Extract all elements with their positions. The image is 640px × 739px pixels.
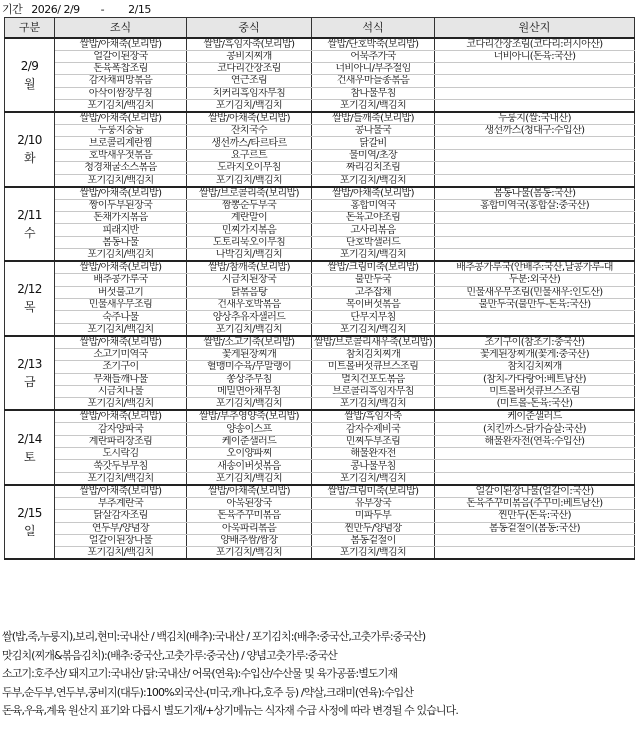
day-weekday: 월 bbox=[24, 76, 35, 91]
origin-cell: 참치김치찌개 bbox=[435, 361, 635, 373]
menu-row bbox=[5, 398, 635, 411]
breakfast-cell: 계란파리장조림 bbox=[55, 435, 187, 447]
origin-cell: 케이준샐러드 bbox=[435, 410, 635, 423]
day-date: 2/14 bbox=[17, 431, 42, 446]
dinner-cell: 포기김치/백김치 bbox=[312, 398, 435, 411]
menu-row bbox=[5, 174, 635, 187]
dinner-cell: 건새우마늘종볶음 bbox=[312, 75, 435, 87]
lunch-cell: 오이양파찌 bbox=[187, 448, 312, 460]
menu-body bbox=[5, 38, 635, 560]
lunch-cell: 연근조림 bbox=[187, 75, 312, 87]
breakfast-cell: 숙주나물 bbox=[55, 311, 187, 323]
origin-cell: 두분:외국산) bbox=[435, 274, 635, 286]
lunch-cell: 아욱된장국 bbox=[187, 497, 312, 509]
menu-row bbox=[5, 224, 635, 236]
breakfast-cell: 부추계란국 bbox=[55, 497, 187, 509]
breakfast-cell: 돈육폭찹조림 bbox=[55, 62, 187, 74]
lunch-cell: 양송이스프 bbox=[187, 423, 312, 435]
dinner-cell: 어묵추가국 bbox=[312, 50, 435, 62]
lunch-cell: 양배추쌈/쌈장 bbox=[187, 535, 312, 547]
dinner-cell: 쌀밥/아채죽(보리밥) bbox=[312, 187, 435, 200]
breakfast-cell: 포기김치/백김치 bbox=[55, 472, 187, 485]
header-dinner: 석식 bbox=[312, 18, 435, 38]
dinner-cell: 봄동겉절이 bbox=[312, 535, 435, 547]
lunch-cell: 쫑상추무침 bbox=[187, 373, 312, 385]
menu-row bbox=[5, 274, 635, 286]
menu-row bbox=[5, 336, 635, 349]
menu-row bbox=[5, 472, 635, 485]
dinner-cell: 쌀밥/크림미죽(보리밥) bbox=[312, 261, 435, 274]
lunch-cell: 도토리묵오이무침 bbox=[187, 236, 312, 248]
menu-row bbox=[5, 510, 635, 522]
origin-cell: (치킨까스-닭가슴살:국산) bbox=[435, 423, 635, 435]
origin-cell: 불만두국(불만두-돈육:국산) bbox=[435, 298, 635, 310]
menu-row bbox=[5, 448, 635, 460]
day-date: 2/12 bbox=[17, 282, 42, 297]
menu-row bbox=[5, 460, 635, 472]
breakfast-cell: 소고기미역국 bbox=[55, 348, 187, 360]
dinner-cell: 해물완자전 bbox=[312, 448, 435, 460]
origin-cell bbox=[435, 87, 635, 99]
lunch-cell: 쌀밥/아채죽(보리밥) bbox=[187, 485, 312, 498]
breakfast-cell: 감자양파국 bbox=[55, 423, 187, 435]
day-label bbox=[5, 261, 55, 336]
dinner-cell: 쌀밥/들깨죽(보리밥) bbox=[312, 112, 435, 125]
header-category: 구분 bbox=[5, 18, 55, 38]
dinner-cell: 미파두부 bbox=[312, 510, 435, 522]
day-weekday: 일 bbox=[24, 524, 35, 539]
lunch-cell: 민찌가지볶음 bbox=[187, 224, 312, 236]
day-weekday: 토 bbox=[24, 449, 35, 464]
dinner-cell: 목이버섯볶음 bbox=[312, 298, 435, 310]
lunch-cell: 메밀면아채무침 bbox=[187, 385, 312, 397]
menu-row bbox=[5, 149, 635, 161]
dinner-cell: 감자수제비국 bbox=[312, 423, 435, 435]
lunch-cell: 건새우호박볶음 bbox=[187, 298, 312, 310]
header-row bbox=[5, 18, 635, 38]
breakfast-cell: 아삭이쌈장무침 bbox=[55, 87, 187, 99]
lunch-cell: 쌀밥/아채죽(보리밥) bbox=[187, 112, 312, 125]
origin-cell bbox=[435, 137, 635, 149]
day-label bbox=[5, 112, 55, 187]
dinner-cell: 포기김치/백김치 bbox=[312, 547, 435, 560]
origin-cell: 배추콩가루국(안배추:국산,날콩가루-대 bbox=[435, 261, 635, 274]
dinner-cell: 단무지무침 bbox=[312, 311, 435, 323]
breakfast-cell: 쌀밥/아채죽(보리밥) bbox=[55, 485, 187, 498]
menu-row bbox=[5, 112, 635, 125]
dinner-cell: 미트볼버섯큐브스조림 bbox=[312, 361, 435, 373]
header-breakfast: 조식 bbox=[55, 18, 187, 38]
lunch-cell: 짬뽕순두부국 bbox=[187, 199, 312, 211]
dinner-cell: 민찌두부조림 bbox=[312, 435, 435, 447]
breakfast-cell: 짱이두부된장국 bbox=[55, 199, 187, 211]
menu-row bbox=[5, 423, 635, 435]
lunch-cell: 아욱파리볶음 bbox=[187, 522, 312, 534]
note-line: 두부,순두부,연두부,콩비지(대두):100%외국산-(미국,캐나다,호주 등) /약살,크래미(연육):수입산 bbox=[2, 685, 414, 699]
origin-cell: 얼갈이된장나물(얼갈이:국산) bbox=[435, 485, 635, 498]
breakfast-cell: 배추콩가루국 bbox=[55, 274, 187, 286]
lunch-cell: 생선까스/타르타르 bbox=[187, 137, 312, 149]
lunch-cell: 치커리흑임자무침 bbox=[187, 87, 312, 99]
origin-cell bbox=[435, 448, 635, 460]
breakfast-cell: 포기김치/백김치 bbox=[55, 323, 187, 336]
breakfast-cell: 쌀밥/아채죽(보리밥) bbox=[55, 410, 187, 423]
origin-cell: 돈육주꾸미볶음(주꾸미:베트남산) bbox=[435, 497, 635, 509]
day-label bbox=[5, 336, 55, 411]
menu-row bbox=[5, 125, 635, 137]
origin-cell: 누룽지(쌀:국내산) bbox=[435, 112, 635, 125]
breakfast-cell: 무채들깨나물 bbox=[55, 373, 187, 385]
day-weekday: 화 bbox=[24, 151, 35, 166]
menu-row bbox=[5, 522, 635, 534]
period-line bbox=[2, 1, 151, 15]
lunch-cell: 포기김치/백김치 bbox=[187, 323, 312, 336]
dinner-cell: 유부장국 bbox=[312, 497, 435, 509]
menu-row bbox=[5, 212, 635, 224]
lunch-cell: 혈맹미수육/무말랭이 bbox=[187, 361, 312, 373]
origin-cell bbox=[435, 472, 635, 485]
menu-row bbox=[5, 249, 635, 262]
day-label bbox=[5, 187, 55, 262]
menu-row bbox=[5, 199, 635, 211]
lunch-cell: 요구르트 bbox=[187, 149, 312, 161]
period-dash: - bbox=[100, 3, 105, 16]
origin-cell: 봄동겉절이(봄동:국산) bbox=[435, 522, 635, 534]
origin-cell: 코다리간장조림(코다리:러시아산) bbox=[435, 38, 635, 51]
origin-cell bbox=[435, 535, 635, 547]
breakfast-cell: 조기구이 bbox=[55, 361, 187, 373]
period-end: 2/15 bbox=[128, 3, 151, 16]
menu-row bbox=[5, 75, 635, 87]
note-line: 소고기:호주산/ 돼지고기:국내산/ 닭:국내산/ 어묵(연육):수입산/수산물 및 육가공품:별도기재 bbox=[2, 667, 398, 680]
dinner-cell: 물미역/초장 bbox=[312, 149, 435, 161]
lunch-cell: 콩비지찌개 bbox=[187, 50, 312, 62]
dinner-cell: 콩나물국 bbox=[312, 125, 435, 137]
menu-row bbox=[5, 348, 635, 360]
day-date: 2/11 bbox=[17, 207, 42, 222]
breakfast-cell: 얼갈이된장나물 bbox=[55, 535, 187, 547]
lunch-cell: 쌀밥/흑임자죽(보리밥) bbox=[187, 38, 312, 51]
dinner-cell: 콩나물무침 bbox=[312, 460, 435, 472]
breakfast-cell: 쑥갓두부무침 bbox=[55, 460, 187, 472]
lunch-cell: 시금치된장국 bbox=[187, 274, 312, 286]
origin-cell: 미트볼버섯큐브스조림 bbox=[435, 385, 635, 397]
day-weekday: 수 bbox=[24, 225, 35, 240]
menu-row bbox=[5, 298, 635, 310]
menu-row bbox=[5, 87, 635, 99]
breakfast-cell: 쌀밥/아채죽(보리밥) bbox=[55, 112, 187, 125]
origin-cell bbox=[435, 311, 635, 323]
breakfast-cell: 브로콜리계란찜 bbox=[55, 137, 187, 149]
origin-cell: 해물완자전(연육:수입산) bbox=[435, 435, 635, 447]
lunch-cell: 쌀밥/브로콜리죽(보리밥) bbox=[187, 187, 312, 200]
origin-cell: 민물새우무조림(민물새우:인도산) bbox=[435, 286, 635, 298]
origin-cell: 홍합미역국(홍합살:중국산) bbox=[435, 199, 635, 211]
breakfast-cell: 돈채가지볶음 bbox=[55, 212, 187, 224]
breakfast-cell: 도시락김 bbox=[55, 448, 187, 460]
breakfast-cell: 쌀밥/아채죽(보리밥) bbox=[55, 336, 187, 349]
note-line: 돈육,우육,계육 원산지 표기와 다릅시 별도기재/+상기메뉴는 식자재 수급 사정에 따라 변경될 수 있습니다. bbox=[2, 704, 458, 717]
lunch-cell: 코다리간장조림 bbox=[187, 62, 312, 74]
origin-cell bbox=[435, 100, 635, 113]
breakfast-cell: 누룽지숭늉 bbox=[55, 125, 187, 137]
day-weekday: 목 bbox=[24, 300, 35, 315]
menu-row bbox=[5, 100, 635, 113]
menu-row bbox=[5, 435, 635, 447]
lunch-cell: 닭볶음탕 bbox=[187, 286, 312, 298]
breakfast-cell: 얼갈이된장국 bbox=[55, 50, 187, 62]
origin-cell bbox=[435, 75, 635, 87]
breakfast-cell: 청경채굴소스볶음 bbox=[55, 162, 187, 174]
origin-notes bbox=[2, 628, 638, 721]
lunch-cell: 계란말이 bbox=[187, 212, 312, 224]
breakfast-cell: 봄동나물 bbox=[55, 236, 187, 248]
lunch-cell: 쌀밥/참깨죽(보리밥) bbox=[187, 261, 312, 274]
menu-row bbox=[5, 323, 635, 336]
breakfast-cell: 쌀밥/아채죽(보리밥) bbox=[55, 38, 187, 51]
menu-row bbox=[5, 497, 635, 509]
note-line: 맛김치(찌개&볶음김치):(배추:중국산,고춧가루:중국산) / 양념고춧가루:중국산 bbox=[2, 648, 337, 662]
weekly-menu-table bbox=[4, 17, 635, 560]
day-label bbox=[5, 38, 55, 113]
day-label bbox=[5, 410, 55, 485]
lunch-cell: 포기김치/백김치 bbox=[187, 472, 312, 485]
menu-row bbox=[5, 373, 635, 385]
lunch-cell: 나박김치/백김치 bbox=[187, 249, 312, 262]
origin-cell bbox=[435, 249, 635, 262]
lunch-cell: 새송이버섯볶음 bbox=[187, 460, 312, 472]
dinner-cell: 쌀밥/단호박죽(보리밥) bbox=[312, 38, 435, 51]
dinner-cell: 불만두국 bbox=[312, 274, 435, 286]
header-lunch: 중식 bbox=[187, 18, 312, 38]
menu-row bbox=[5, 162, 635, 174]
note-line: 쌀(밥,죽,누룽지),보리,현미:국내산 / 백김치(배추):국내산 / 포기김치:(배추:중국산,고춧가루:중국산) bbox=[2, 630, 426, 643]
lunch-cell: 포기김치/백김치 bbox=[187, 398, 312, 411]
origin-cell bbox=[435, 149, 635, 161]
menu-row bbox=[5, 187, 635, 200]
origin-cell bbox=[435, 224, 635, 236]
dinner-cell: 찐만두/양념장 bbox=[312, 522, 435, 534]
dinner-cell: 닭갈비 bbox=[312, 137, 435, 149]
lunch-cell: 양상추유자샐러드 bbox=[187, 311, 312, 323]
origin-cell: 너비아니(돈육:국산) bbox=[435, 50, 635, 62]
dinner-cell: 쌀밥/크림미죽(보리밥) bbox=[312, 485, 435, 498]
day-date: 2/10 bbox=[17, 133, 42, 148]
origin-cell bbox=[435, 323, 635, 336]
lunch-cell: 쌀밥/소고기죽(보리밥) bbox=[187, 336, 312, 349]
dinner-cell: 홍합미역국 bbox=[312, 199, 435, 211]
breakfast-cell: 연두부/양념장 bbox=[55, 522, 187, 534]
origin-cell bbox=[435, 236, 635, 248]
menu-row bbox=[5, 311, 635, 323]
dinner-cell: 쌀밥/흑임자죽 bbox=[312, 410, 435, 423]
menu-row bbox=[5, 535, 635, 547]
period-start: 2026/ 2/9 bbox=[31, 3, 80, 16]
breakfast-cell: 쌀밥/아채죽(보리밥) bbox=[55, 187, 187, 200]
dinner-cell: 단호박샐러드 bbox=[312, 236, 435, 248]
dinner-cell: 돈육고야조림 bbox=[312, 212, 435, 224]
lunch-cell: 포기김치/백김치 bbox=[187, 547, 312, 560]
dinner-cell: 포기김치/백김치 bbox=[312, 323, 435, 336]
menu-row bbox=[5, 361, 635, 373]
day-date: 2/15 bbox=[17, 506, 42, 521]
lunch-cell: 쌀밥/부추영양죽(보리밥) bbox=[187, 410, 312, 423]
dinner-cell: 너비아니/부추절임 bbox=[312, 62, 435, 74]
menu-row bbox=[5, 38, 635, 51]
dinner-cell: 참나물무침 bbox=[312, 87, 435, 99]
dinner-cell: 쌀밥/브로콜리새우죽(보리밥) bbox=[312, 336, 435, 349]
menu-row bbox=[5, 410, 635, 423]
breakfast-cell: 포기김치/백김치 bbox=[55, 249, 187, 262]
breakfast-cell: 포기김치/백김치 bbox=[55, 100, 187, 113]
menu-row bbox=[5, 137, 635, 149]
dinner-cell: 고추잡채 bbox=[312, 286, 435, 298]
origin-cell bbox=[435, 62, 635, 74]
menu-row bbox=[5, 261, 635, 274]
menu-row bbox=[5, 385, 635, 397]
dinner-cell: 포기김치/백김치 bbox=[312, 100, 435, 113]
origin-cell: 봄동나물(봄동:국산) bbox=[435, 187, 635, 200]
lunch-cell: 도라지오이무침 bbox=[187, 162, 312, 174]
origin-cell bbox=[435, 162, 635, 174]
origin-cell bbox=[435, 212, 635, 224]
dinner-cell: 브로콜리흑임자무침 bbox=[312, 385, 435, 397]
menu-row bbox=[5, 485, 635, 498]
lunch-cell: 포기김치/백김치 bbox=[187, 100, 312, 113]
day-date: 2/13 bbox=[17, 357, 42, 372]
origin-cell: 생선까스(청대구:수입산) bbox=[435, 125, 635, 137]
breakfast-cell: 포기김치/백김치 bbox=[55, 174, 187, 187]
breakfast-cell: 피래지반 bbox=[55, 224, 187, 236]
breakfast-cell: 포기김치/백김치 bbox=[55, 547, 187, 560]
breakfast-cell: 닭살감자조림 bbox=[55, 510, 187, 522]
breakfast-cell: 민물새우무조림 bbox=[55, 298, 187, 310]
header-origin: 원산지 bbox=[435, 18, 635, 38]
breakfast-cell: 시금치나물 bbox=[55, 385, 187, 397]
dinner-cell: 포기김치/백김치 bbox=[312, 472, 435, 485]
origin-cell: (미트볼-돈육:국산) bbox=[435, 398, 635, 411]
menu-row bbox=[5, 62, 635, 74]
origin-cell bbox=[435, 547, 635, 560]
day-date: 2/9 bbox=[20, 58, 39, 73]
day-weekday: 금 bbox=[24, 375, 35, 390]
origin-cell bbox=[435, 174, 635, 187]
breakfast-cell: 감자채피망볶음 bbox=[55, 75, 187, 87]
lunch-cell: 잔치국수 bbox=[187, 125, 312, 137]
breakfast-cell: 버섯불고기 bbox=[55, 286, 187, 298]
dinner-cell: 짜리김치조림 bbox=[312, 162, 435, 174]
breakfast-cell: 포기김치/백김치 bbox=[55, 398, 187, 411]
origin-cell: 조기구이(참조기:중국산) bbox=[435, 336, 635, 349]
period-label: 기간 bbox=[2, 3, 23, 16]
dinner-cell: 참치김치찌개 bbox=[312, 348, 435, 360]
dinner-cell: 포기김치/백김치 bbox=[312, 249, 435, 262]
breakfast-cell: 호박새우젓볶음 bbox=[55, 149, 187, 161]
origin-cell bbox=[435, 460, 635, 472]
menu-row bbox=[5, 547, 635, 560]
lunch-cell: 케이준샐러드 bbox=[187, 435, 312, 447]
dinner-cell: 고사리볶음 bbox=[312, 224, 435, 236]
day-label bbox=[5, 485, 55, 560]
origin-cell: (참치-가다랑어:베트남산) bbox=[435, 373, 635, 385]
breakfast-cell: 쌀밥/아채죽(보리밥) bbox=[55, 261, 187, 274]
dinner-cell: 포기김치/백김치 bbox=[312, 174, 435, 187]
menu-row bbox=[5, 50, 635, 62]
origin-cell: 찐만두(돈육:국산) bbox=[435, 510, 635, 522]
lunch-cell: 꽃게된장찌개 bbox=[187, 348, 312, 360]
menu-row bbox=[5, 236, 635, 248]
origin-cell: 꽃게된장찌개(꽃게:중국산) bbox=[435, 348, 635, 360]
dinner-cell: 멸치건포도볶음 bbox=[312, 373, 435, 385]
menu-row bbox=[5, 286, 635, 298]
lunch-cell: 돈육주꾸미볶음 bbox=[187, 510, 312, 522]
lunch-cell: 포기김치/백김치 bbox=[187, 174, 312, 187]
